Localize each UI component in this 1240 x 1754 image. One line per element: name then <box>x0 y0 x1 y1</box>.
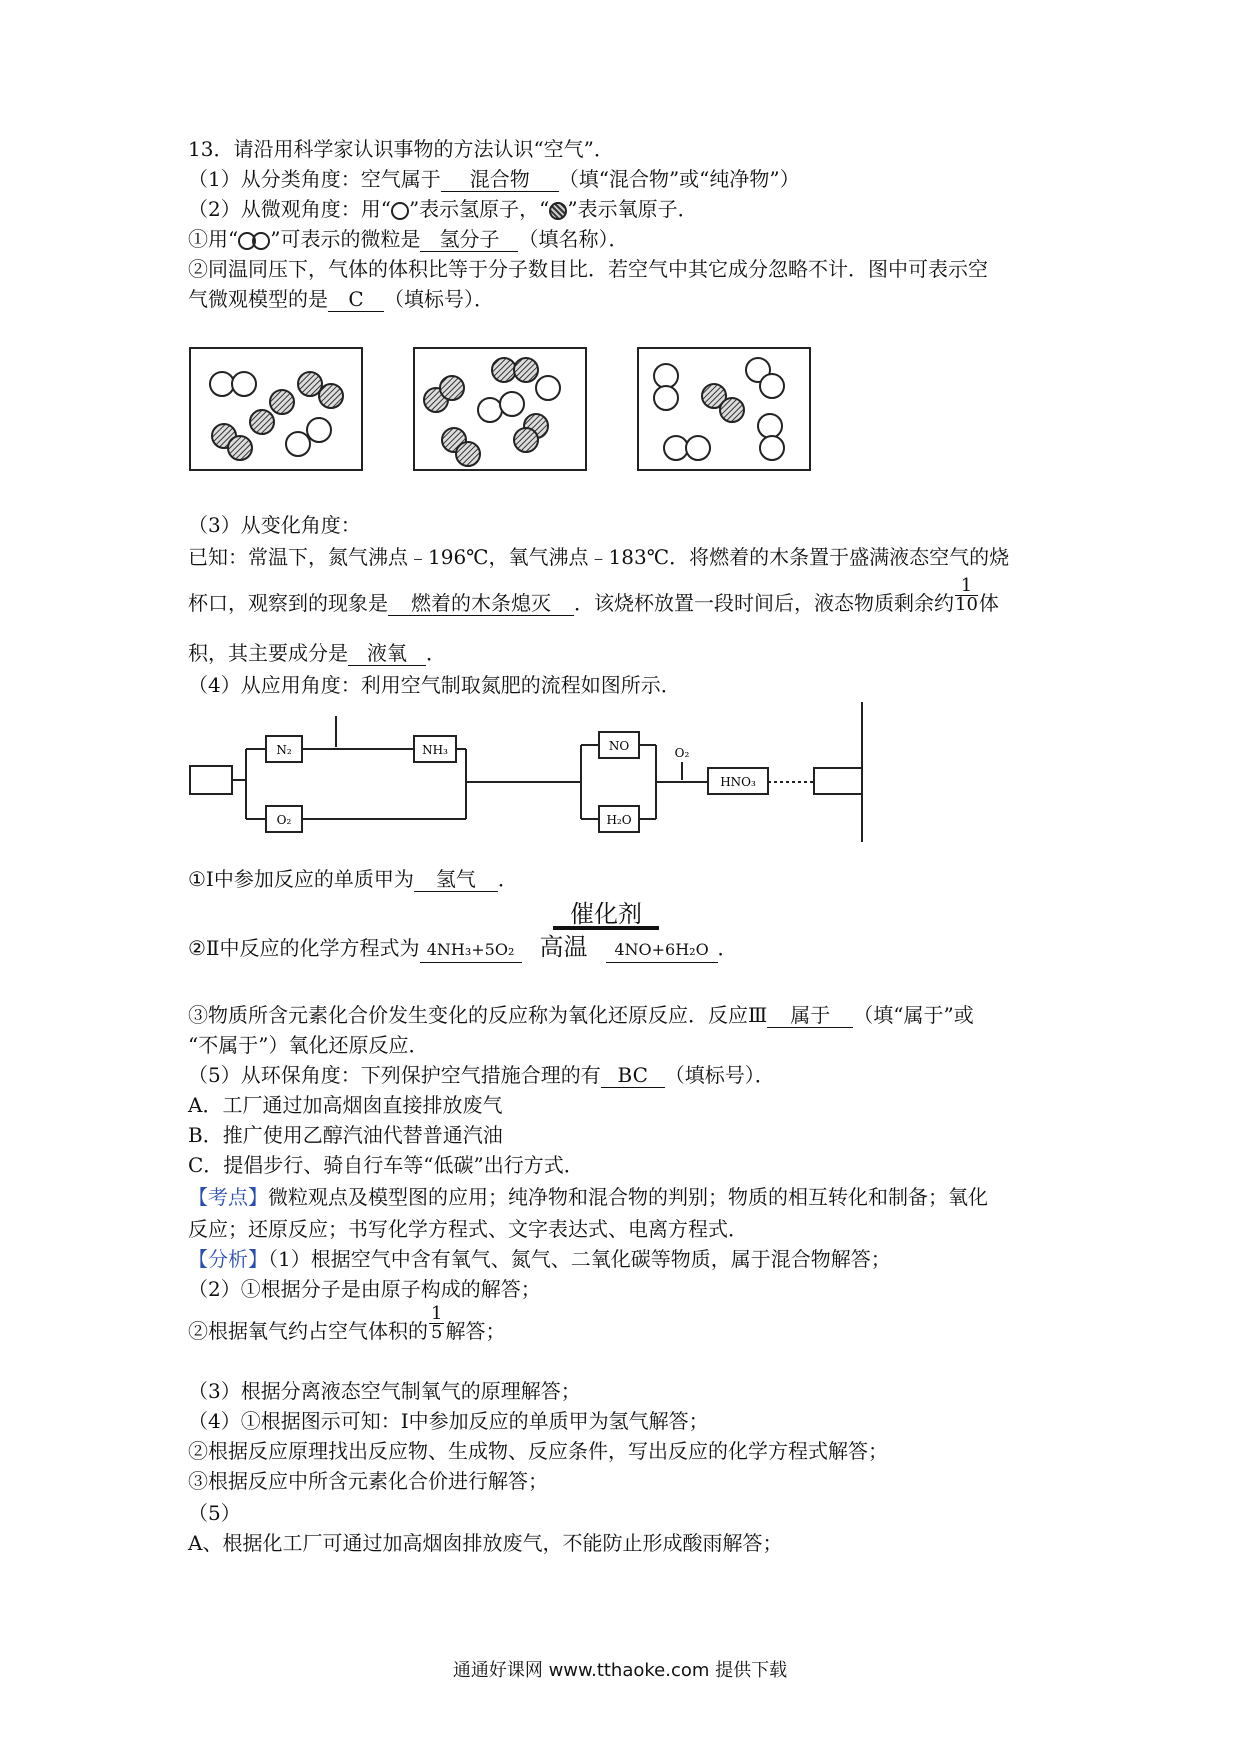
kaodian-line1: 【考点】微粒观点及模型图的应用；纯净物和混合物的判别；物质的相互转化和制备；氧化 <box>188 1185 988 1209</box>
fenxi-line9: A、根据化工厂可通过加高烟囱排放废气，不能防止形成酸雨解答； <box>188 1531 783 1555</box>
molecule-models-figure <box>186 344 826 502</box>
fenxi-line1: 【分析】（1）根据空气中含有氧气、氮气、二氧化碳等物质，属于混合物解答； <box>188 1247 891 1271</box>
hydrogen-atom-icon <box>252 232 270 250</box>
fenxi-line8: （5） <box>188 1501 241 1525</box>
nitrogen-fertilizer-flowchart <box>186 702 866 842</box>
part4-iii-answer: 属于 <box>767 1003 853 1028</box>
fraction-one-fifth: $\frac{1}{5}$ <box>431 1303 443 1343</box>
option-a: A．工厂通过加高烟囱直接排放废气 <box>188 1093 503 1117</box>
part4-i-answer: 氢气 <box>414 867 498 892</box>
part4-iii-line2: “不属于”）氧化还原反应． <box>188 1033 429 1057</box>
part2-ii-line1: ②同温同压下，气体的体积比等于分子数目比．若空气中其它成分忽略不计．图中可表示空 <box>188 257 988 281</box>
fraction-one-tenth: $\frac{1}{10}$ <box>955 575 978 615</box>
fenxi-line5: （4）①根据图示可知：Ⅰ中参加反应的单质甲为氢气解答； <box>188 1409 709 1433</box>
part2-ii-line2: 气微观模型的是 C （填标号）． <box>188 287 494 311</box>
part4-title: （4）从应用角度：利用空气制取氮肥的流程如图所示． <box>188 673 681 697</box>
part3-line2: 杯口，观察到的现象是 燃着的木条熄灭 ．该烧杯放置一段时间后，液态物质剩余约 $\frac{1}{10}$ 体 <box>188 575 999 615</box>
flow-h2o: H₂O <box>606 813 632 827</box>
equation-high-temp: 高温 <box>539 933 588 961</box>
part5-line: （5）从环保角度：下列保护空气措施合理的有 BC （填标号）． <box>188 1063 775 1087</box>
fenxi-line2: （2）①根据分子是由原子构成的解答； <box>188 1277 541 1301</box>
page-footer: 通通好课网 www.tthaoke.com 提供下载 <box>452 1660 788 1681</box>
part5-answer: BC <box>601 1063 665 1088</box>
equation-catalyst-label: 催化剂 <box>570 900 642 928</box>
flow-no: NO <box>608 739 630 753</box>
part2-i-answer: 氢分子 <box>420 227 518 252</box>
model-b-box <box>414 348 586 470</box>
kaodian-tag: 【考点】 <box>188 1185 268 1209</box>
fenxi-tag: 【分析】 <box>188 1247 268 1271</box>
part1-answer: 混合物 <box>441 167 559 192</box>
part2-line: （2）从微观角度：用“ ”表示氢原子，“ ”表示氧原子． <box>188 197 698 221</box>
question-title: 13．请沿用科学家认识事物的方法认识“空气”． <box>188 137 614 161</box>
equation-rhs: 4NO+6H₂O <box>606 938 718 963</box>
fenxi-line6: ②根据反应原理找出反应物、生成物、反应条件，写出反应的化学方程式解答； <box>188 1439 888 1463</box>
option-c: C．提倡步行、骑自行车等“低碳”出行方式． <box>188 1153 584 1177</box>
part4-iii-line1: ③物质所含元素化合价发生变化的反应称为氧化还原反应．反应Ⅲ 属于 （填“属于”或 <box>188 1003 974 1027</box>
part3-answer2: 液氧 <box>348 641 426 666</box>
option-b: B．推广使用乙醇汽油代替普通汽油 <box>188 1123 503 1147</box>
equation-lhs: 4NH₃+5O₂ <box>420 938 522 963</box>
hydrogen-atom-icon <box>391 202 409 220</box>
flow-o2: O₂ <box>276 813 292 827</box>
part3-line1: 已知：常温下，氮气沸点﹣196℃，氧气沸点﹣183℃．将燃着的木条置于盛满液态空气的烧 <box>188 545 1010 569</box>
kaodian-line2: 反应；还原反应；书写化学方程式、文字表达式、电离方程式． <box>188 1217 748 1241</box>
flow-hno3: HNO₃ <box>720 775 756 789</box>
model-a-box <box>190 348 362 470</box>
part1-line: （1）从分类角度：空气属于 混合物 （填“混合物”或“纯净物”） <box>188 167 800 191</box>
part3-line3: 积，其主要成分是 液氧 ． <box>188 641 446 665</box>
fenxi-line7: ③根据反应中所含元素化合价进行解答； <box>188 1469 548 1493</box>
part4-ii-line: ②Ⅱ中反应的化学方程式为 4NH₃+5O₂ 高温 4NO+6H₂O ． <box>188 933 738 961</box>
part3-answer1: 燃着的木条熄灭 <box>388 591 574 616</box>
part4-i-line: ①Ⅰ中参加反应的单质甲为 氢气 ． <box>188 867 518 891</box>
oxygen-atom-icon <box>549 202 567 220</box>
equation-arrow <box>553 926 659 930</box>
fenxi-line4: （3）根据分离液态空气制氧气的原理解答； <box>188 1379 581 1403</box>
fenxi-line3: ②根据氧气约占空气体积的 $\frac{1}{5}$ 解答； <box>188 1303 506 1343</box>
part2-ii-answer: C <box>328 287 384 312</box>
part2-i-line: ①用“ ”可表示的微粒是 氢分子 （填名称）． <box>188 227 629 251</box>
flow-o2-input: O₂ <box>674 746 690 760</box>
part3-title: （3）从变化角度： <box>188 513 361 537</box>
flow-nh3: NH₃ <box>422 743 448 757</box>
model-c-box <box>638 348 810 470</box>
flow-n2: N₂ <box>276 743 292 757</box>
